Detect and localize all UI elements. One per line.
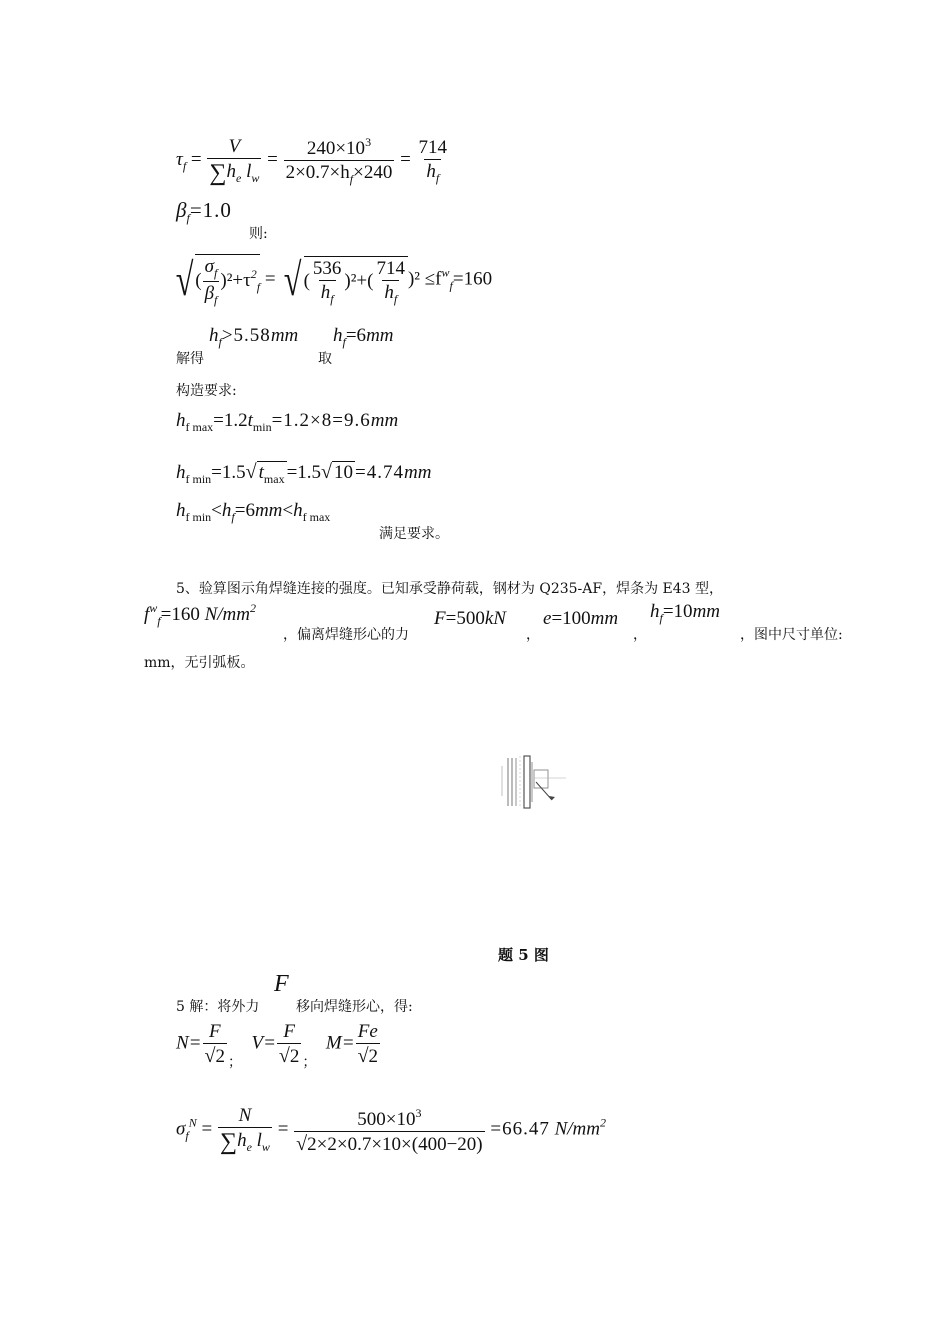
unit: mm (366, 325, 394, 346)
solution-intro-tail: 移向焊缝形心，得: (296, 999, 413, 1015)
unit: mm (370, 410, 399, 431)
denominator: 2 (368, 1046, 379, 1067)
fraction-N-over-sum (218, 1106, 272, 1154)
problem-5-line-1: 5、验算图示角焊缝连接的强度。已知承受静荷载，钢材为 Q235-AF，焊条为 E43 型， (176, 581, 724, 597)
subscript: f (393, 291, 398, 306)
subscript: f (214, 293, 218, 307)
t: t (247, 410, 253, 431)
value: =160 (160, 604, 200, 625)
denominator: 2×0.7×h (285, 162, 350, 183)
unit: mm (270, 325, 299, 346)
value: =1.2 (213, 410, 248, 431)
value: =1.2×8=9.6 (271, 410, 371, 431)
unit: mm (254, 500, 283, 521)
radicand: 10 (334, 462, 354, 483)
denominator: 2 (289, 1046, 300, 1067)
denominator: h (384, 281, 394, 303)
fraction-240e3 (284, 136, 395, 185)
satisfied-note: 满足要求。 (379, 526, 449, 542)
hf-chosen-value: =6 (345, 325, 367, 346)
numerator: 536 (312, 257, 342, 279)
h: h (176, 410, 186, 431)
t: t (258, 462, 264, 483)
numerator: 714 (376, 257, 405, 279)
result-value: =66.47 (490, 1118, 550, 1140)
value: =500 (445, 608, 485, 629)
superscript: w (149, 601, 158, 615)
he: h (237, 1130, 247, 1151)
he: h (226, 160, 236, 182)
eq-hf-max (176, 411, 398, 433)
value: =1.5 (211, 462, 246, 483)
subscript: f (186, 211, 190, 225)
subscript: f (157, 614, 161, 628)
radical-sign: √ (245, 461, 257, 483)
numerator: 714 (418, 136, 448, 158)
value: =1.5 (286, 462, 322, 483)
value: =10 (662, 601, 693, 622)
eq-e (543, 609, 618, 628)
h: h (293, 500, 303, 521)
subscript: f max (185, 420, 214, 434)
subscript: f min (185, 472, 212, 486)
eq-F (434, 609, 506, 628)
subscript: f (218, 335, 222, 349)
lw: l (246, 160, 252, 182)
value: =6 (234, 500, 255, 521)
superscript: 2 (600, 1115, 606, 1130)
unit: kN (484, 608, 506, 629)
less-than: < (211, 500, 222, 521)
numerator: Fe (357, 1021, 378, 1042)
subscript: f (449, 278, 453, 293)
weld-connection-figure (494, 752, 566, 812)
unit: mm (590, 608, 619, 629)
eq-hf-result (209, 326, 298, 348)
eq-sigma-fN: $\sigma_f^N$ = $\frac{N}{\sum h_e l_w}$ = $\frac{500\times 10^3}{√2\times 2\times 0.7\times 10\times(400-20)}$ =66.47 $N/mm^2$ (176, 1105, 606, 1155)
semicolon: ； (227, 1055, 242, 1071)
unit: N/mm (204, 604, 251, 625)
radical-sign: √ (321, 461, 333, 483)
M-label: M= (325, 1032, 355, 1054)
eq-sqrt-check: √( $\frac{\sigma_f}{\beta_f}$ )$^2+\tau^2_f$ = √( $\frac{536}{h_f}$ )²+( $\frac{714}{h_f}$ )$^2 \le f^w_f=160$ (175, 254, 493, 307)
subscript: max (263, 472, 285, 486)
superscript: 3 (365, 135, 372, 149)
numerator: N (238, 1105, 252, 1126)
F: F (434, 608, 446, 629)
subscript: e (235, 170, 242, 185)
sum-symbol: ∑ (209, 159, 227, 186)
fraction-500e3: $\frac{500\times 10^3}{√2\times 2\times 0.7\times 10\times(400-20)}$ (296, 1105, 483, 1155)
eq-hf-range (176, 501, 330, 523)
limit-value: =160 (452, 268, 493, 290)
solution-intro: 5 解：将外力 (176, 999, 260, 1015)
subscript: f (214, 266, 218, 280)
superscript: N (188, 1115, 197, 1130)
subscript: w (261, 1140, 270, 1154)
value: =100 (551, 608, 591, 629)
unit: mm (692, 601, 721, 622)
problem-5-text-unit: ，图中尺寸单位: (740, 627, 843, 643)
N-label: N= (176, 1032, 202, 1054)
eq-beta-f (176, 200, 232, 224)
solve-label: 解得 (176, 351, 204, 367)
tau-symbol: τ (176, 148, 183, 170)
hf: h (209, 325, 219, 346)
h: h (176, 500, 186, 521)
radicand: 2 (307, 1133, 317, 1155)
denominator: β (204, 283, 215, 304)
radical-sign: √ (175, 254, 194, 305)
denominator: 2 (215, 1046, 225, 1067)
structure-label: 构造要求: (176, 383, 237, 399)
sum-symbol: ∑ (219, 1129, 238, 1155)
take-label: 取 (318, 351, 332, 367)
figure-caption: 题 5 图 (498, 946, 549, 964)
denominator: h (320, 281, 331, 303)
problem-5-text-force: ，偏离焊缝形心的力 (283, 627, 409, 643)
comma: ， (633, 627, 647, 643)
f: f (144, 604, 150, 625)
problem-5-line-3: mm，无引弧板。 (144, 655, 255, 671)
subscript: f (659, 611, 663, 625)
eq-hf-min (176, 462, 431, 485)
radicand-2: ( $\frac{536}{h_f}$ )²+( $\frac{714}{h_f}$ (304, 256, 408, 305)
numerator: σ (204, 256, 214, 277)
subscript: f (349, 172, 354, 186)
denominator: h (426, 160, 436, 182)
subscript: f (435, 170, 440, 185)
middle-term: )²+τ (220, 269, 251, 291)
denominator-tail: ×240 (353, 162, 393, 183)
subscript: f min (185, 510, 212, 524)
h: h (176, 462, 186, 483)
numerator: 240×10 (306, 138, 366, 159)
superscript: 2 (250, 601, 257, 615)
eq-hf (650, 602, 720, 624)
subscript: f (330, 291, 334, 306)
sigma-symbol: σ (176, 1118, 186, 1140)
unit: mm (404, 462, 432, 483)
subscript: f (182, 158, 187, 173)
hf-min-value: >5.58 (221, 325, 271, 346)
numerator: F (283, 1021, 295, 1042)
subscript: e (246, 1140, 252, 1154)
beta-value: =1.0 (189, 198, 232, 222)
eq-ffw (144, 602, 256, 627)
radical-sign: √ (284, 254, 302, 305)
lw: l (256, 1130, 262, 1151)
h: h (221, 500, 232, 521)
hf: h (333, 325, 343, 346)
tail-term: )² ≤f (407, 268, 442, 290)
fraction-v-over-sum (207, 137, 261, 185)
numerator: F (208, 1021, 221, 1042)
e: e (543, 608, 552, 629)
subscript: f (342, 335, 346, 349)
less-than: < (282, 500, 294, 521)
superscript: w (441, 265, 450, 280)
eq-N-V-M: N= $\frac{F}{√2}$ $_;$ V= $\frac{F}{√2}$ $_;$ M= $\frac{Fe}{√2}$ (176, 1021, 379, 1071)
superscript: 3 (415, 1105, 422, 1120)
beta-symbol: β (176, 198, 187, 222)
eq-tau-f: $\tau_f$ = $\frac{V}{\sum h_e l_w}$ = $\frac{240\times 10^3}{2\times 0.7\times h_f\times 240}$ = $\frac{714}{h_f}$ (176, 135, 448, 186)
subscript: f (185, 1128, 189, 1143)
superscript: 2 (250, 266, 257, 281)
value: =4.74 (355, 462, 404, 483)
then-label: 则: (249, 226, 268, 242)
eq-hf-chosen (333, 326, 394, 348)
semicolon: ； (302, 1055, 317, 1071)
numerator: V (228, 135, 241, 157)
subscript: f (231, 510, 235, 524)
comma: ， (526, 627, 540, 643)
h: h (650, 601, 660, 622)
subscript: f (256, 279, 261, 294)
radicand-1: ( $\frac{\sigma_f}{\beta_f}$ )$^2+\tau^2_f$ (195, 256, 261, 307)
subscript: min (252, 420, 272, 434)
numerator: 500×10 (357, 1108, 416, 1130)
V-label: V= (251, 1032, 276, 1054)
subscript: w (251, 170, 260, 185)
subscript: f max (302, 510, 331, 524)
fraction-714 (417, 138, 450, 184)
denominator: ×2×0.7×10×(400−20) (316, 1133, 483, 1155)
force-F: F (274, 971, 289, 997)
unit: N/mm (554, 1118, 600, 1140)
